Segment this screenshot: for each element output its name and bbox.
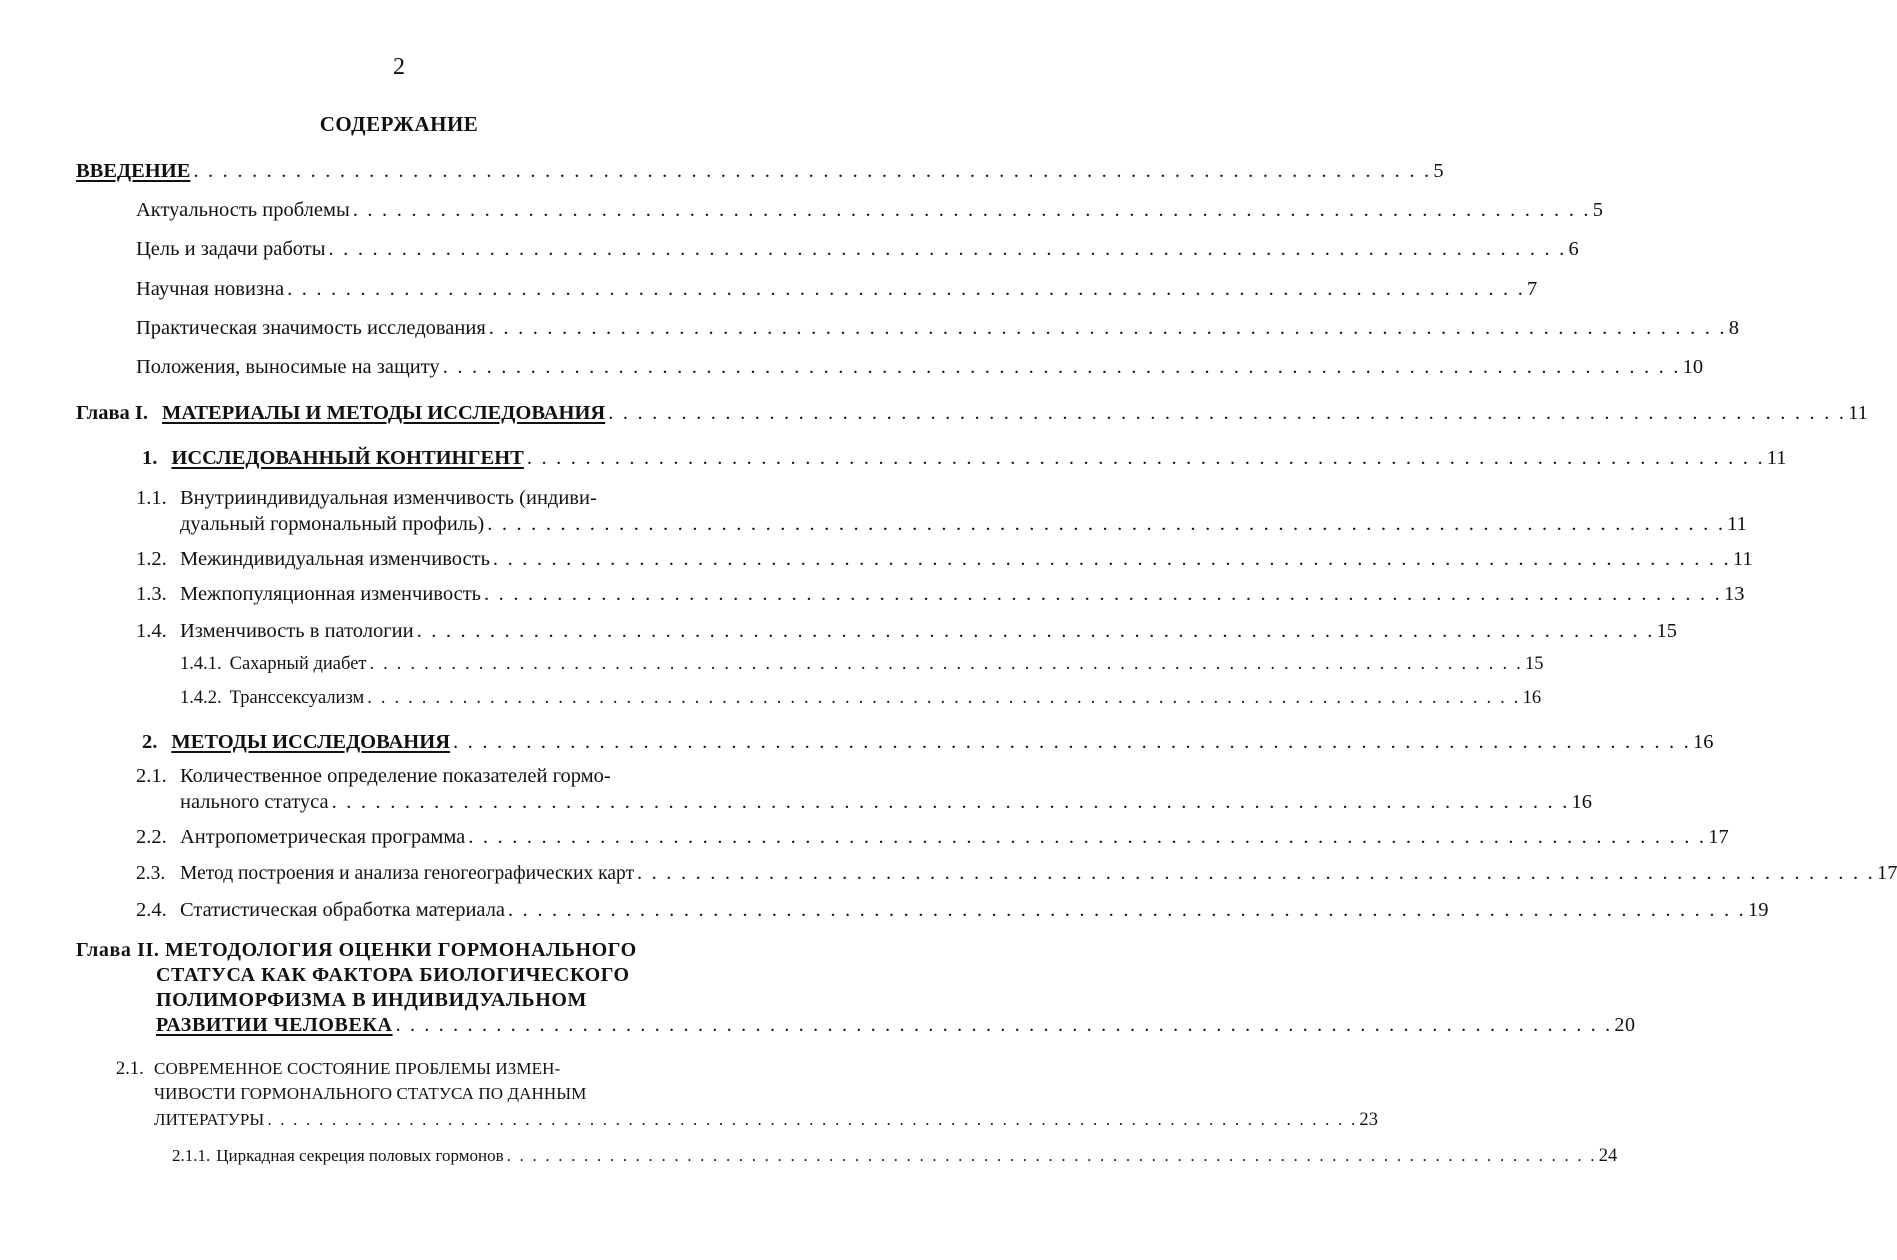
toc-label: МАТЕРИАЛЫ И МЕТОДЫ ИССЛЕДОВАНИЯ	[162, 402, 606, 424]
toc-num: 2.2.	[136, 826, 167, 848]
toc-leader: . . . . . . . . . . . . . . . . . . . . . . . . . . . . . . . . . . . . . . . . . . . . . . . . . . . . . . . . . . . . . . . . . . . . . . . . . . . . . . . . . . . . .	[637, 862, 1875, 884]
toc-entry-1-1[interactable]	[180, 510, 1747, 538]
toc-page: 11	[1766, 447, 1787, 469]
toc-entry-1-2[interactable]	[136, 545, 1753, 573]
toc-num: 2.	[142, 731, 158, 753]
toc-page: 16	[1522, 688, 1542, 708]
toc-entry-1-4[interactable]	[136, 617, 1678, 645]
toc-entry-2-4[interactable]	[136, 896, 1769, 924]
page-title: СОДЕРЖАНИЕ	[319, 112, 479, 136]
toc-label: Научная новизна	[136, 278, 285, 300]
toc-label-text: Циркадная секреция половых гормонов	[216, 1146, 504, 1165]
toc-leader: . . . . . . . . . . . . . . . . . . . . . . . . . . . . . . . . . . . . . . . . . . . . . . . . . . . . . . . . . . . . . . . . . . . . . . . . . . . . . . . . . . . . .	[267, 1110, 1358, 1129]
toc-num: 1.2.	[136, 548, 167, 570]
toc-label: РАЗВИТИИ ЧЕЛОВЕКА	[156, 1014, 393, 1036]
toc-num: 2.3.	[136, 863, 166, 884]
toc-page: 23	[1359, 1110, 1379, 1130]
toc-page: 19	[1747, 899, 1769, 921]
toc-label: Практическая значимость исследования	[136, 317, 486, 339]
toc-entry-2-2[interactable]	[136, 823, 1729, 851]
toc-leader: . . . . . . . . . . . . . . . . . . . . . . . . . . . . . . . . . . . . . . . . . . . . . . . . . . . . . . . . . . . . . . . . . . . . . . . . . . . . . . . . . . . . .	[193, 160, 1432, 182]
toc-leader: . . . . . . . . . . . . . . . . . . . . . . . . . . . . . . . . . . . . . . . . . . . . . . . . . . . . . . . . . . . . . . . . . . . . . . . . . . . . . . . . . . . . .	[395, 1014, 1613, 1036]
toc-page: 5	[1433, 160, 1444, 182]
toc-leader: . . . . . . . . . . . . . . . . . . . . . . . . . . . . . . . . . . . . . . . . . . . . . . . . . . . . . . . . . . . . . . . . . . . . . . . . . . . . . . . . . . . . .	[488, 317, 1727, 339]
toc-entry-c2-1[interactable]	[154, 1106, 1379, 1134]
toc-leader: . . . . . . . . . . . . . . . . . . . . . . . . . . . . . . . . . . . . . . . . . . . . . . . . . . . . . . . . . . . . . . . . . . . . . . . . . . . . . . . . . . . . .	[287, 278, 1526, 300]
toc-leader: . . . . . . . . . . . . . . . . . . . . . . . . . . . . . . . . . . . . . . . . . . . . . . . . . . . . . . . . . . . . . . . . . . . . . . . . . . . . . . . . . . . . .	[453, 731, 1691, 753]
toc-entry-2-3[interactable]	[136, 859, 1897, 888]
toc-num: 2.1.	[136, 765, 167, 787]
toc-label-text: Антропометрическая программа	[180, 826, 466, 848]
toc-entry-novelty[interactable]	[136, 275, 1538, 303]
toc-page: 11	[1848, 402, 1868, 424]
toc-page: 17	[1876, 862, 1897, 884]
toc-label-line1: Количественное определение показателей гормо-	[180, 765, 611, 787]
toc-entry-c2-1-line1	[116, 1054, 560, 1083]
toc-label-text: Изменчивость в патологии	[180, 620, 414, 642]
toc-entry-theses[interactable]	[136, 353, 1704, 381]
toc-leader: . . . . . . . . . . . . . . . . . . . . . . . . . . . . . . . . . . . . . . . . . . . . . . . . . . . . . . . . . . . . . . . . . . . . . . . . . . . . . . . . . . . . .	[369, 654, 1523, 674]
toc-leader: . . . . . . . . . . . . . . . . . . . . . . . . . . . . . . . . . . . . . . . . . . . . . . . . . . . . . . . . . . . . . . . . . . . . . . . . . . . . . . . . . . . . .	[367, 688, 1521, 708]
toc-num: 2.4.	[136, 899, 167, 921]
toc-chapter-2-line2: СТАТУСА КАК ФАКТОРА БИОЛОГИЧЕСКОГО	[156, 964, 630, 986]
toc-page: 11	[1727, 513, 1747, 535]
toc-label: дуальный гормональный профиль)	[180, 513, 485, 535]
toc-entry-1-4-1[interactable]	[180, 650, 1544, 678]
toc-label-text: Метод построения и анализа геногеографических карт	[180, 863, 634, 884]
toc-page: 20	[1614, 1014, 1636, 1036]
toc-entry-c2-1-1[interactable]	[172, 1142, 1618, 1170]
toc-label	[136, 823, 468, 851]
toc-page: 16	[1692, 731, 1714, 753]
toc-leader: . . . . . . . . . . . . . . . . . . . . . . . . . . . . . . . . . . . . . . . . . . . . . . . . . . . . . . . . . . . . . . . . . . . . . . . . . . . . . . . . . . . . .	[484, 583, 1722, 605]
toc-label	[172, 1142, 507, 1170]
toc-leader: . . . . . . . . . . . . . . . . . . . . . . . . . . . . . . . . . . . . . . . . . . . . . . . . . . . . . . . . . . . . . . . . . . . . . . . . . . . . . . . . . . . . .	[468, 826, 1707, 848]
toc-chapter-2-line1: Глава II. МЕТОДОЛОГИЯ ОЦЕНКИ ГОРМОНАЛЬНОГО	[76, 939, 637, 961]
toc-entry-1-3[interactable]	[136, 580, 1745, 608]
toc-label: ВВЕДЕНИЕ	[76, 160, 191, 182]
toc-label: ЛИТЕРАТУРЫ	[154, 1110, 265, 1129]
toc-leader: . . . . . . . . . . . . . . . . . . . . . . . . . . . . . . . . . . . . . . . . . . . . . . . . . . . . . . . . . . . . . . . . . . . . . . . . . . . . . . . . . . . . .	[352, 199, 1591, 221]
toc-entry-c2-1-line2: ЧИВОСТИ ГОРМОНАЛЬНОГО СТАТУСА ПО ДАННЫМ	[154, 1084, 587, 1103]
toc-page: 16	[1571, 791, 1593, 813]
toc-page: 15	[1524, 654, 1544, 674]
toc-entry-section-1[interactable]	[142, 444, 1787, 472]
toc-entry-chapter-2[interactable]	[156, 1013, 1636, 1038]
toc-leader: . . . . . . . . . . . . . . . . . . . . . . . . . . . . . . . . . . . . . . . . . . . . . . . . . . . . . . . . . . . . . . . . . . . . . . . . . . . . . . . . . . . . .	[526, 447, 1765, 469]
toc-entry-chapter-1[interactable]	[76, 399, 1868, 427]
toc-chapter-prefix: Глава I.	[76, 402, 149, 424]
toc-entry-1-4-2[interactable]	[180, 684, 1542, 712]
toc-label-line1: СОВРЕМЕННОЕ СОСТОЯНИЕ ПРОБЛЕМЫ ИЗМЕН-	[154, 1059, 561, 1078]
toc-page: 15	[1656, 620, 1678, 642]
toc-leader: . . . . . . . . . . . . . . . . . . . . . . . . . . . . . . . . . . . . . . . . . . . . . . . . . . . . . . . . . . . . . . . . . . . . . . . . . . . . . . . . . . . . .	[442, 356, 1681, 378]
toc-page: 5	[1592, 199, 1603, 221]
toc-num: 1.	[142, 447, 158, 469]
toc-label	[136, 580, 484, 608]
toc-label	[136, 617, 417, 645]
toc-num: 1.1.	[136, 487, 167, 509]
toc-num: 1.4.1.	[180, 654, 222, 674]
toc-entry-2-1[interactable]	[180, 788, 1593, 816]
toc-label: МЕТОДЫ ИССЛЕДОВАНИЯ	[171, 731, 451, 753]
toc-leader: . . . . . . . . . . . . . . . . . . . . . . . . . . . . . . . . . . . . . . . . . . . . . . . . . . . . . . . . . . . . . . . . . . . . . . . . . . . . . . . . . . . . .	[331, 791, 1570, 813]
toc-label	[136, 896, 508, 924]
toc-entry-section-2[interactable]	[142, 728, 1714, 756]
toc-label	[180, 650, 370, 678]
toc-leader: . . . . . . . . . . . . . . . . . . . . . . . . . . . . . . . . . . . . . . . . . . . . . . . . . . . . . . . . . . . . . . . . . . . . . . . . . . . . . . . . . . . . .	[506, 1146, 1597, 1165]
toc-page: 13	[1723, 583, 1745, 605]
toc-num: 1.4.	[136, 620, 167, 642]
toc-label-text: Статистическая обработка материала	[180, 899, 506, 921]
toc-chapter-2-line3: ПОЛИМОРФИЗМА В ИНДИВИДУАЛЬНОМ	[156, 989, 587, 1011]
toc-label	[136, 860, 637, 888]
toc-entry-relevance[interactable]	[136, 196, 1603, 224]
toc-entry-practical[interactable]	[136, 314, 1739, 342]
toc-leader: . . . . . . . . . . . . . . . . . . . . . . . . . . . . . . . . . . . . . . . . . . . . . . . . . . . . . . . . . . . . . . . . . . . . . . . . . . . . . . . . . . . . .	[508, 899, 1746, 921]
toc-leader: . . . . . . . . . . . . . . . . . . . . . . . . . . . . . . . . . . . . . . . . . . . . . . . . . . . . . . . . . . . . . . . . . . . . . . . . . . . . . . . . . . . . .	[608, 402, 1847, 424]
toc-num: 1.4.2.	[180, 688, 222, 708]
toc-label-text: Транссексуализм	[229, 688, 365, 708]
toc-num: 1.3.	[136, 583, 167, 605]
toc-label: Актуальность проблемы	[136, 199, 350, 221]
toc-page: 11	[1732, 548, 1753, 570]
toc-num: 2.1.	[116, 1059, 144, 1079]
toc-leader: . . . . . . . . . . . . . . . . . . . . . . . . . . . . . . . . . . . . . . . . . . . . . . . . . . . . . . . . . . . . . . . . . . . . . . . . . . . . . . . . . . . . .	[487, 513, 1726, 535]
toc-label	[136, 545, 493, 573]
toc-label-text: Межиндивидуальная изменчивость	[180, 548, 490, 570]
toc-label-line1: Внутрииндивидуальная изменчивость (индиви-	[180, 487, 597, 509]
toc-leader: . . . . . . . . . . . . . . . . . . . . . . . . . . . . . . . . . . . . . . . . . . . . . . . . . . . . . . . . . . . . . . . . . . . . . . . . . . . . . . . . . . . . .	[492, 548, 1731, 570]
toc-entry-intro[interactable]	[76, 157, 1444, 185]
toc-num: 2.1.1.	[172, 1146, 211, 1165]
toc-label: Цель и задачи работы	[136, 238, 326, 260]
toc-leader: . . . . . . . . . . . . . . . . . . . . . . . . . . . . . . . . . . . . . . . . . . . . . . . . . . . . . . . . . . . . . . . . . . . . . . . . . . . . . . . . . . . . .	[328, 238, 1567, 260]
toc-label-text: Межпопуляционная изменчивость	[180, 583, 482, 605]
toc-leader: . . . . . . . . . . . . . . . . . . . . . . . . . . . . . . . . . . . . . . . . . . . . . . . . . . . . . . . . . . . . . . . . . . . . . . . . . . . . . . . . . . . . .	[416, 620, 1655, 642]
toc-label: нального статуса	[180, 791, 329, 813]
toc-page: 8	[1728, 317, 1739, 339]
toc-page: 24	[1598, 1146, 1618, 1166]
toc-label-text: Сахарный диабет	[229, 654, 367, 674]
toc-page: 7	[1527, 278, 1538, 300]
toc-label	[180, 684, 367, 712]
toc-entry-goals[interactable]	[136, 235, 1579, 263]
toc-page: 6	[1568, 238, 1579, 260]
toc-entry-1-1-line1	[136, 484, 597, 512]
toc-label: ИССЛЕДОВАННЫЙ КОНТИНГЕНТ	[171, 447, 524, 469]
toc-entry-2-1-line1	[136, 762, 611, 790]
toc-page: 10	[1682, 356, 1704, 378]
toc-label: Положения, выносимые на защиту	[136, 356, 440, 378]
toc-page: 17	[1708, 826, 1729, 848]
page-number: 2	[393, 54, 405, 80]
